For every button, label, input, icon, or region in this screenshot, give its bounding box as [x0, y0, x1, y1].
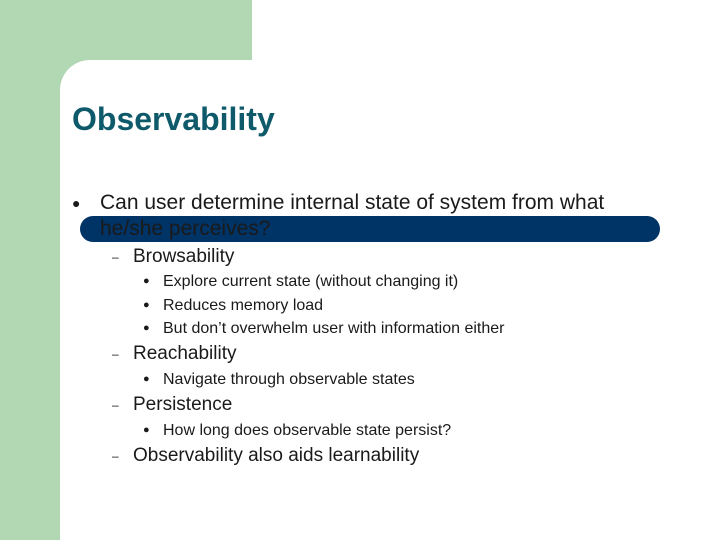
reachability-item: Navigate through observable states [163, 371, 415, 388]
reachability-label: Reachability [133, 343, 237, 364]
bullet-dot-icon: ● [143, 322, 150, 334]
dash-icon: – [112, 250, 119, 264]
dash-icon: – [112, 449, 119, 463]
browsability-item: Reduces memory load [163, 297, 324, 314]
slide-title: Observability [72, 101, 275, 137]
dash-icon: – [112, 347, 119, 361]
browsability-label: Browsability [133, 246, 235, 267]
persistence-item: How long does observable state persist? [163, 422, 452, 439]
main-question: Can user determine internal state of system from what he/she perceives? [100, 191, 605, 240]
browsability-item: Explore current state (without changing it) [163, 273, 459, 290]
bullet-dot-icon: ● [143, 424, 150, 436]
bullet-dot-icon: ● [143, 299, 150, 311]
learnability-note: Observability also aids learnability [133, 445, 420, 466]
bullet-dot-icon: ● [72, 195, 81, 211]
bullet-dot-icon: ● [143, 275, 150, 287]
browsability-item: But don’t overwhelm user with information either [163, 320, 505, 337]
dash-icon: – [112, 398, 119, 412]
persistence-label: Persistence [133, 394, 233, 415]
bullet-dot-icon: ● [143, 373, 150, 385]
